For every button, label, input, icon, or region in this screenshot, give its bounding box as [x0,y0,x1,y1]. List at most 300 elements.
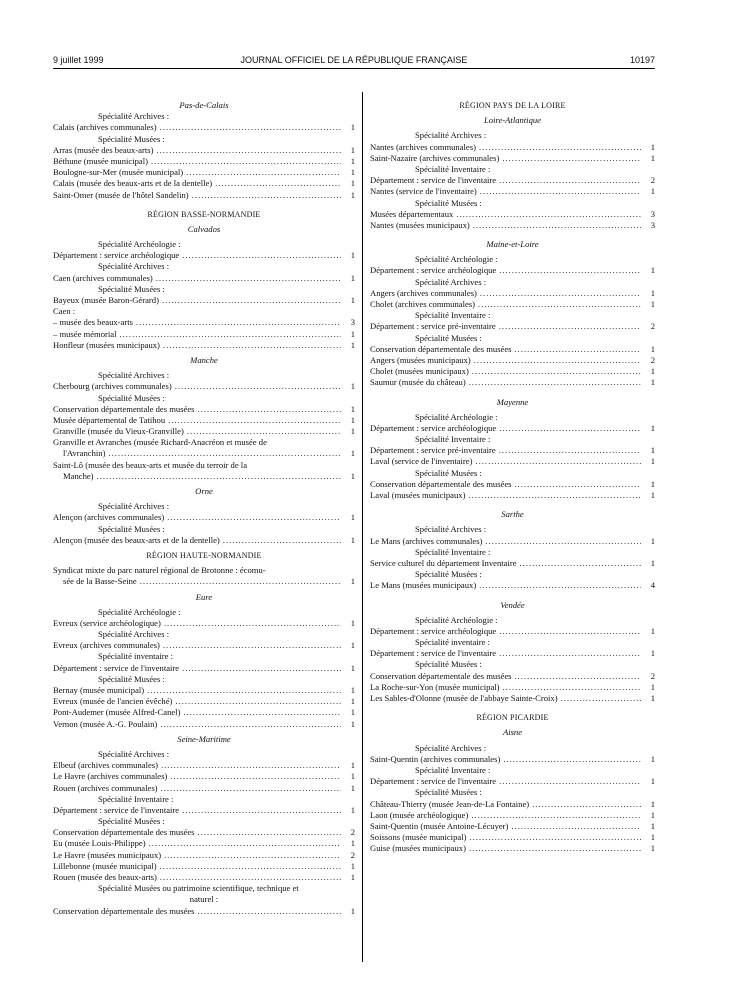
entry-count: 1 [650,478,655,489]
entry-label: Boulogne-sur-Mer (musée municipal) [53,167,184,178]
dot-leader [160,872,341,883]
list-entry [53,190,355,201]
dot-leader [175,696,341,707]
dot-leader [499,423,641,434]
list-entry [53,145,355,156]
list-entry [53,167,355,178]
entry-count: 1 [350,905,355,916]
entry-count: 3 [350,317,355,328]
entry-count: 1 [650,625,655,636]
dot-leader [156,145,341,156]
speciality-heading: Spécialité Musées : [98,283,165,294]
entry-label: Le Havre (musées municipaux) [53,849,162,860]
dot-leader [164,850,341,861]
list-entry [53,827,355,838]
dot-leader [503,682,641,693]
speciality-heading: Spécialité Archives : [98,111,170,122]
list-entry [370,536,655,547]
list-entry [370,288,655,299]
dot-leader [182,250,341,261]
entry-label: Cholet (archives communales) [370,299,476,309]
dot-leader [147,685,341,696]
list-entry [370,220,655,231]
entry-count: 3 [650,208,655,219]
entry-label: Saint-Quentin (archives communales) [370,753,501,764]
entry-count: 1 [650,753,655,764]
speciality-heading: Spécialité Musées : [415,787,482,798]
dot-leader [515,671,641,682]
entry-count: 1 [350,448,355,459]
dot-leader [515,479,641,490]
entry-label: Laval (musées municipaux) [370,490,466,500]
dot-leader [499,265,641,276]
dot-leader [456,209,641,220]
entry-label: Angers (musées municipaux) [370,354,471,365]
list-entry [53,719,355,730]
entry-text: Saint-Lô (musée des beaux-arts et musée du terroir de la [53,459,248,470]
list-entry [53,122,355,133]
header-page-number: 10197 [629,55,655,65]
list-entry [53,906,355,917]
list-entry [370,142,655,153]
entry-label: Bernay (musée municipal) [53,685,145,695]
dot-leader [469,843,641,854]
dot-leader [151,156,341,167]
list-entry [53,576,355,587]
list-entry [370,810,655,821]
left-column [53,100,355,917]
dot-leader [186,167,341,178]
entry-label: Pont-Audemer (musée Alfred-Canel) [53,707,181,718]
list-entry [370,153,655,164]
entry-label: Bayeux (musée Baron-Gérard) [53,295,159,305]
list-entry [53,783,355,794]
list-entry [370,377,655,388]
entry-label: Saint-Omer (musée de l'hôtel Sandelin) [53,189,189,200]
list-entry [53,872,355,883]
entry-count: 2 [650,321,655,332]
list-entry [370,186,655,197]
speciality-heading: Spécialité Archéologie : [415,614,498,625]
entry-label: Elbeuf (archives communales) [53,760,158,771]
speciality-heading: Spécialité Archives : [98,748,170,759]
entry-label: Saumur (musée du château) [370,377,466,388]
dot-leader [223,535,341,546]
speciality-heading: Spécialité Archives : [415,524,487,535]
entry-count: 2 [350,849,355,860]
entry-label: Cherbourg (archives communales) [53,381,172,392]
entry-count: 1 [650,366,655,377]
entry-count: 1 [350,250,355,261]
speciality-heading: Spécialité Archéologie : [98,239,181,250]
entry-label: Honfleur (musées municipaux) [53,339,160,350]
list-entry [370,490,655,501]
dot-leader [502,153,641,164]
list-entry [370,175,655,186]
spacer [370,704,655,712]
list-entry [53,178,355,189]
list-entry [53,861,355,872]
entry-label: Manche) [63,470,94,481]
entry-count: 1 [650,299,655,309]
entry-label: Département : service archéologique [53,250,180,261]
speciality-heading: Spécialité Archives : [98,501,170,512]
column-divider [362,92,363,962]
entry-text: Granville et Avranches (musée Richard-Anacréon et musée de [53,437,267,448]
dot-leader [499,445,641,456]
entry-label: La Roche-sur-Yon (musée municipal) [370,681,500,692]
list-entry [370,626,655,637]
dot-leader [183,707,341,718]
entry-label: Le Mans (musées municipaux) [370,580,477,591]
speciality-heading: Spécialité Archives : [98,261,170,272]
speciality-heading: Spécialité Archives : [415,130,487,141]
entry-label: Evreux (service archéologique) [53,617,161,628]
entry-count: 1 [350,617,355,628]
entry-label: – musée des beaux-arts [53,317,133,328]
dot-leader [160,122,341,133]
entry-count: 1 [350,771,355,782]
entry-count: 1 [350,414,355,425]
speciality-heading: Spécialité Archéologie : [98,606,181,617]
spacer [370,501,655,509]
entry-label: – musée mémorial [53,328,117,339]
speciality-heading: Spécialité inventaire : [98,651,173,662]
entry-text: Caen : [53,306,76,317]
entry-count: 1 [350,804,355,815]
dot-leader [499,175,641,186]
entry-count: 1 [650,265,655,276]
speciality-heading: Spécialité Musées : [98,133,165,144]
entry-label: Le Mans (archives communales) [370,535,483,546]
list-entry [370,648,655,659]
entry-count: 1 [650,141,655,152]
dot-leader [480,186,641,197]
entry-label: Département : service de l'inventaire [370,175,497,186]
entry-count: 1 [350,122,355,133]
dot-leader [108,448,341,459]
speciality-heading: Spécialité Musées : [98,523,165,534]
dot-leader [499,776,641,787]
entry-label: Service culturel du département Inventaire [370,557,517,568]
entry-label: Nantes (archives communales) [370,141,476,152]
header-date: 9 juillet 1999 [53,55,104,65]
list-entry [53,273,355,284]
entry-label: Conservation départementale des musées [53,827,195,838]
entry-count: 1 [350,144,355,155]
list-entry [53,448,355,459]
department-heading: Maine-et-Loire [486,239,539,250]
entry-count: 1 [350,512,355,523]
speciality-heading: Spécialité Inventaire : [415,310,491,321]
spacer [370,389,655,397]
entry-label: Béthune (musée municipal) [53,155,148,166]
list-entry [370,671,655,682]
entry-count: 1 [350,189,355,200]
dot-leader [175,381,341,392]
region-heading: RÉGION HAUTE-NORMANDIE [146,550,262,560]
entry-label: Département : service archéologique [370,265,497,276]
list-entry [370,456,655,467]
list-entry [370,366,655,377]
entry-count: 1 [350,760,355,771]
speciality-heading: Spécialité Musées : [415,569,482,580]
entry-count: 1 [650,456,655,467]
region-heading: RÉGION PICARDIE [476,713,549,723]
speciality-heading: Spécialité Inventaire : [415,546,491,557]
dot-leader [160,719,341,730]
dot-leader [478,299,641,310]
list-entry [53,535,355,546]
right-column [370,100,655,854]
dot-leader [163,640,341,651]
dot-leader [156,273,341,284]
dot-leader [471,810,641,821]
dot-leader [164,618,341,629]
entry-label: Angers (archives communales) [370,287,477,298]
speciality-heading: Spécialité Musées : [98,392,165,403]
dot-leader [97,471,341,482]
entry-count: 1 [350,328,355,339]
entry-label: Nantes (service de l'inventaire) [370,186,477,197]
entry-label: Arras (musée des beaux-arts) [53,144,154,155]
entry-label: Granville (musée du Vieux-Granville) [53,426,184,437]
list-entry [53,426,355,437]
speciality-heading: Spécialité Inventaire : [415,163,491,174]
list-entry [53,381,355,392]
speciality-heading: Spécialité Musées : [415,467,482,478]
department-heading: Sarthe [501,509,524,520]
dot-leader [149,838,341,849]
entry-count: 1 [650,152,655,163]
dot-leader [182,805,341,816]
speciality-heading: Spécialité Archives : [98,629,170,640]
entry-label: Guise (musées municipaux) [370,843,466,854]
entry-count: 1 [650,820,655,831]
list-entry [53,771,355,782]
dot-leader [119,329,341,340]
entry-label: Département : service de l'inventaire [370,776,497,787]
entry-count: 1 [650,287,655,298]
entry-count: 1 [350,381,355,392]
entry-count: 1 [650,681,655,692]
spacer [53,201,355,209]
dot-leader [474,355,641,366]
entry-label: Nantes (musées municipaux) [370,219,470,230]
entry-label: Département : service pré-inventaire [370,445,496,456]
entry-count: 1 [350,696,355,707]
list-entry [370,799,655,810]
entry-label: Musées départementaux [370,208,454,219]
list-entry [53,760,355,771]
dot-leader [140,576,341,587]
dot-leader [168,415,341,426]
entry-label: Département : service de l'inventaire [370,648,497,659]
list-entry [53,663,355,674]
department-heading: Mayenne [496,396,529,407]
entry-count: 1 [650,422,655,433]
entry-label: Conservation départementale des musées [370,670,512,681]
speciality-heading: Spécialité Inventaire : [98,793,174,804]
list-entry [370,754,655,765]
dot-leader [480,288,641,299]
entry-text: Syndicat mixte du parc naturel régional de Brotonne : écomu- [53,565,266,576]
dot-leader [472,366,641,377]
entry-label: Département : service archéologique [370,625,497,636]
centered-text: naturel : [189,894,219,905]
department-heading: Calvados [187,223,221,234]
dot-leader [499,626,641,637]
list-entry [53,404,355,415]
entry-label: Cholet (musées municipaux) [370,366,469,377]
entry-count: 1 [350,872,355,882]
entry-label: sée de la Basse-Seine [63,576,137,587]
entry-label: Château-Thierry (musée Jean-de-La Fontaine) [370,798,530,809]
dot-leader [160,861,341,872]
dot-leader [161,783,341,794]
dot-leader [162,295,341,306]
spacer [370,592,655,600]
list-entry [53,415,355,426]
speciality-heading: Spécialité inventaire : [415,637,490,648]
entry-count: 1 [350,178,355,189]
entry-count: 1 [350,662,355,673]
department-heading: Seine-Maritime [177,733,231,744]
dot-leader [475,456,641,467]
list-entry [370,265,655,276]
entry-label: Le Havre (archives communales) [53,771,168,782]
list-entry [370,321,655,332]
entry-count: 1 [350,167,355,178]
list-entry [370,580,655,591]
dot-leader [499,321,641,332]
region-heading: RÉGION PAYS DE LA LOIRE [459,101,566,110]
region-heading: RÉGION BASSE-NORMANDIE [147,209,261,219]
entry-label: Laval (service de l'inventaire) [370,456,473,467]
dot-leader [469,832,641,843]
entry-count: 4 [650,580,655,591]
list-entry [370,558,655,569]
speciality-heading: Spécialité Musées ou patrimoine scientifique, technique et [98,883,299,894]
entry-count: 1 [650,377,655,388]
entry-label: Soissons (musée municipal) [370,832,467,843]
entry-count: 1 [650,776,655,787]
list-entry [370,693,655,704]
list-entry [370,682,655,693]
entry-label: Caen (archives communales) [53,272,153,283]
entry-count: 1 [350,640,355,651]
entry-count: 1 [650,186,655,197]
dot-leader [479,580,641,591]
entry-label: Conservation départementale des musées [53,905,195,916]
dot-leader [198,827,341,838]
list-entry [370,299,655,310]
entry-label: Conservation départementale des musées [370,343,512,354]
entry-count: 2 [650,670,655,681]
department-heading: Orne [195,486,213,496]
dot-leader [167,512,341,523]
entry-label: Calais (musée des beaux-arts et de la dentelle) [53,178,213,189]
list-entry [370,355,655,366]
department-heading: Eure [195,591,213,602]
entry-label: Rouen (archives communales) [53,782,158,793]
entry-count: 1 [350,838,355,849]
entry-count: 1 [650,557,655,568]
list-entry [53,850,355,861]
entry-count: 1 [350,272,355,283]
department-heading: Aisne [502,727,523,738]
entry-count: 1 [350,782,355,793]
dot-leader [198,404,341,415]
entry-count: 1 [350,860,355,871]
entry-label: Lillebonne (musée municipal) [53,860,157,871]
dot-leader [520,558,641,569]
spacer [370,231,655,239]
entry-count: 1 [650,843,655,854]
speciality-heading: Spécialité Archéologie : [415,411,498,422]
department-heading: Vendée [500,599,525,610]
entry-count: 1 [350,470,355,481]
speciality-heading: Spécialité Musées : [98,816,165,827]
entry-count: 1 [350,718,355,729]
speciality-heading: Spécialité Musées : [98,673,165,684]
list-entry [53,707,355,718]
dot-leader [192,190,341,201]
list-entry [53,618,355,629]
entry-count: 1 [350,339,355,350]
entry-count: 1 [650,343,655,354]
entry-count: 1 [350,685,355,695]
entry-label: Les Sables-d'Olonne (musée de l'abbaye Sainte-Croix) [370,693,558,703]
list-entry [370,776,655,787]
entry-label: Eu (musée Louis-Philippe) [53,838,146,849]
speciality-heading: Spécialité Musées : [415,659,482,670]
entry-count: 1 [350,155,355,166]
entry-label: l'Avranchin) [63,448,106,459]
list-entry [53,295,355,306]
entry-label: Evreux (musée de l'ancien évêché) [53,696,173,707]
entry-count: 1 [650,490,655,500]
entry-label: Saint-Nazaire (archives communales) [370,152,500,163]
entry-label: Département : service de l'inventaire [53,804,180,815]
dot-leader [473,220,641,231]
entry-label: Calais (archives communales) [53,122,157,133]
entry-label: Département : service pré-inventaire [370,321,496,332]
entry-label: Vernon (musée A.-G. Poulain) [53,718,158,729]
speciality-heading: Spécialité Archives : [415,276,487,287]
entry-label: Rouen (musée des beaux-arts) [53,872,157,882]
entry-label: Conservation départementale des musées [370,478,512,489]
list-entry [53,317,355,328]
department-heading: Pas-de-Calais [179,100,229,110]
list-entry [53,685,355,696]
speciality-heading: Spécialité Archives : [415,742,487,753]
speciality-heading: Spécialité Musées : [415,332,482,343]
entry-label: Musée départemental de Tatihou [53,414,166,425]
page-header [53,55,655,69]
list-entry [53,250,355,261]
entry-count: 1 [350,426,355,437]
dot-leader [187,426,341,437]
header-title: JOURNAL OFFICIEL DE LA RÉPUBLIQUE FRANÇAISE [240,55,468,65]
entry-count: 3 [650,219,655,230]
list-entry [53,471,355,482]
list-entry [370,832,655,843]
list-entry [53,640,355,651]
speciality-heading: Spécialité Inventaire : [415,764,491,775]
entry-count: 1 [350,534,355,545]
entry-count: 1 [650,832,655,843]
